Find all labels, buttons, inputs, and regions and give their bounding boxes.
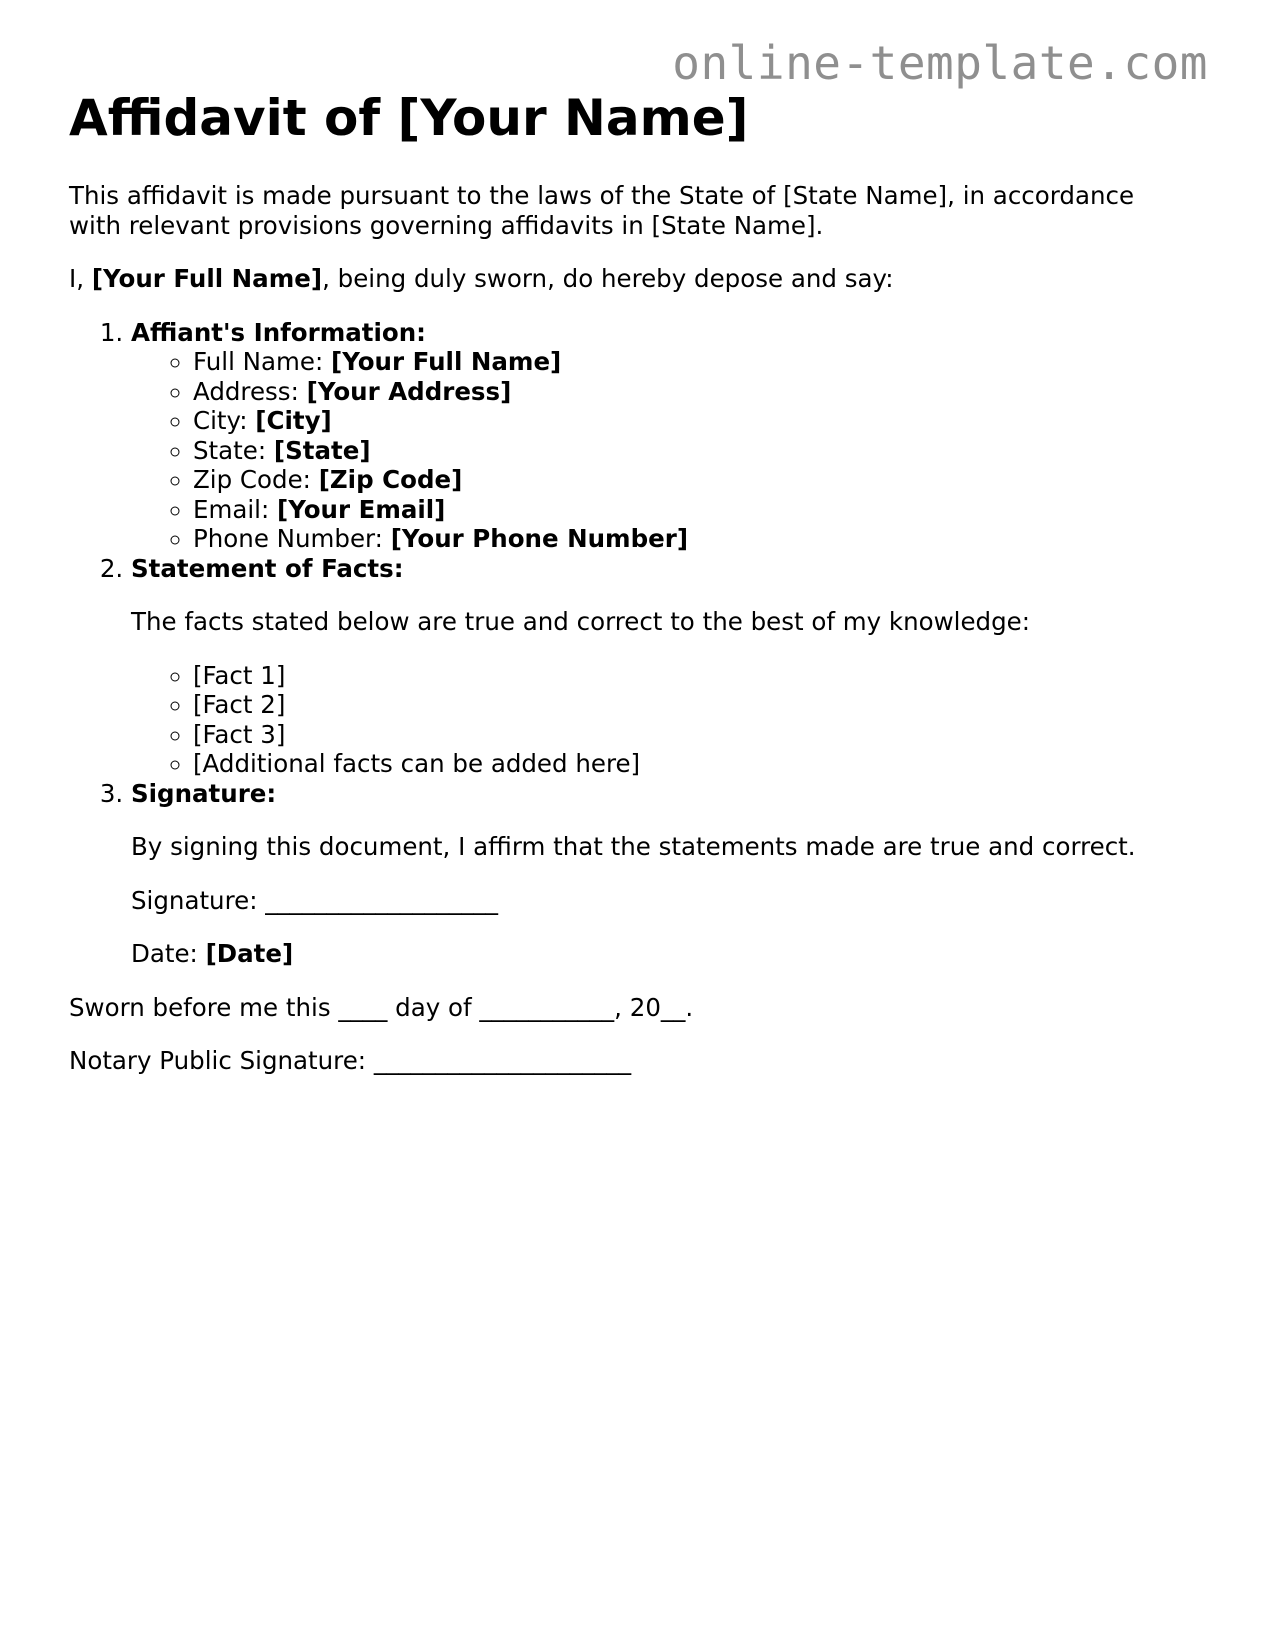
- notary-signature-line: Notary Public Signature: _____________________: [69, 1046, 632, 1075]
- section-affiant-info: [131, 318, 1189, 554]
- list-item: [193, 377, 1189, 407]
- affidavit-sections: [69, 318, 1189, 969]
- list-item: [193, 465, 1189, 495]
- watermark: online-template.com: [672, 36, 1208, 90]
- section-heading: Affiant's Information:: [131, 317, 426, 347]
- list-item: [193, 436, 1189, 466]
- date-label: Date:: [131, 939, 206, 968]
- field-value: [Zip Code]: [318, 465, 463, 494]
- field-label: Zip Code:: [193, 465, 319, 494]
- list-item: ◦ [Fact 1]: [193, 661, 1189, 691]
- oath-paragraph: [69, 264, 1189, 294]
- sworn-line: Sworn before me this ____ day of ___________, 20__.: [69, 992, 694, 1022]
- list-item: [193, 406, 1189, 436]
- field-label: City:: [193, 406, 256, 435]
- section-heading: Statement of Facts:: [131, 553, 404, 583]
- affiant-info-list: [131, 347, 1189, 554]
- field-value: [Your Address]: [306, 376, 512, 406]
- field-label: Phone Number:: [193, 524, 391, 553]
- field-label: State:: [193, 435, 274, 465]
- field-value: [City]: [255, 406, 332, 435]
- intro-paragraph: This affidavit is made pursuant to the laws of the State of [State Name], in accordance with relevant provisions governing affidavits in [State Name].: [69, 181, 1135, 240]
- field-value: [Your Full Name]: [331, 347, 562, 376]
- field-label: Full Name:: [193, 347, 332, 376]
- list-item: ◦ [Fact 3]: [193, 720, 1189, 750]
- field-value: [Your Phone Number]: [390, 524, 689, 553]
- field-value: [Your Email]: [277, 494, 446, 524]
- section-signature: [131, 779, 1189, 969]
- date-value: [Date]: [205, 939, 294, 968]
- list-item: [193, 495, 1189, 525]
- section-statement-of-facts: [131, 554, 1189, 779]
- document-body: [69, 181, 1189, 1100]
- signature-line: Signature: ___________________: [131, 885, 498, 915]
- field-label: Email:: [193, 494, 278, 524]
- oath-prefix: I,: [69, 264, 92, 293]
- facts-list: [131, 661, 1189, 779]
- date-line: [131, 939, 1189, 969]
- list-item: [193, 347, 1189, 377]
- list-item: ◦ [Fact 2]: [193, 690, 1189, 720]
- document-title: Affidavit of [Your Name]: [69, 89, 749, 147]
- field-value: [State]: [273, 435, 371, 465]
- list-item: ◦ [Additional facts can be added here]: [193, 749, 1189, 779]
- field-label: Address:: [193, 376, 307, 406]
- list-item: [193, 524, 1189, 554]
- section-heading: Signature:: [131, 778, 277, 808]
- facts-intro: The facts stated below are true and correct to the best of my knowledge:: [131, 607, 1030, 636]
- affirm-statement: By signing this document, I affirm that the statements made are true and correct.: [131, 832, 1136, 861]
- oath-name: [Your Full Name]: [91, 264, 323, 293]
- oath-suffix: , being duly sworn, do hereby depose and say:: [322, 264, 894, 293]
